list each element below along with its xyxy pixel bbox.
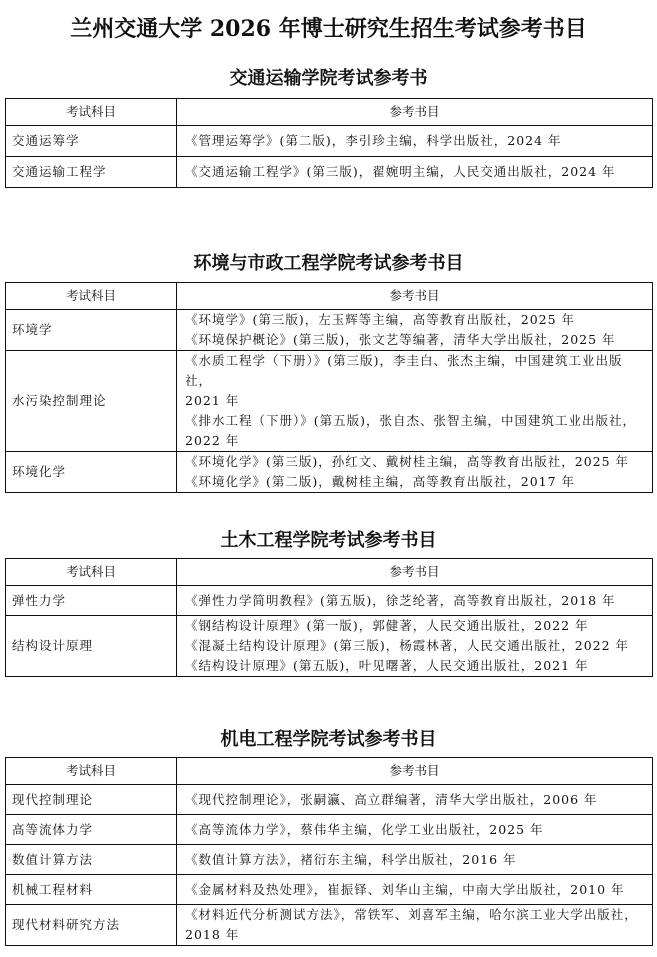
book-line: 2021 年 bbox=[185, 393, 240, 408]
books-cell bbox=[177, 785, 653, 815]
book-line: 《材料近代分析测试方法》，常铁军、刘喜军主编，哈尔滨工业大学出版社， bbox=[185, 907, 638, 922]
book-line: 《排水工程（下册）》(第五版)，张自杰、张智主编，中国建筑工业出版社， bbox=[185, 413, 637, 428]
column-header-books: 参考书目 bbox=[177, 758, 653, 785]
book-line: 《环境保护概论》(第三版)，张文艺等编著，清华大学出版社，2025 年 bbox=[185, 332, 616, 347]
book-line: 《现代控制理论》，张嗣瀛、高立群编著，清华大学出版社，2006 年 bbox=[185, 791, 598, 807]
reference-table-transportation bbox=[5, 98, 653, 188]
table-header-row bbox=[6, 99, 653, 126]
book-line: 《交通运输工程学》(第三版)，翟婉明主编，人民交通出版社，2024 年 bbox=[185, 164, 616, 179]
section-title-civil-engineering: 土木工程学院考试参考书目 bbox=[220, 530, 437, 551]
table-row bbox=[6, 845, 653, 875]
section-title-mechatronics: 机电工程学院考试参考书目 bbox=[220, 729, 437, 750]
books-cell bbox=[177, 905, 653, 946]
table-row bbox=[6, 875, 653, 905]
subject-cell: 数值计算方法 bbox=[6, 845, 177, 875]
page-title: 兰州交通大学 2026 年博士研究生招生考试参考书目 bbox=[70, 16, 587, 42]
section-title-transportation: 交通运输学院考试参考书 bbox=[229, 68, 428, 89]
table-row bbox=[6, 452, 653, 493]
reference-table-environment bbox=[5, 282, 653, 493]
subject-cell: 现代材料研究方法 bbox=[6, 905, 177, 946]
table-header-row bbox=[6, 758, 653, 785]
column-header-subject: 考试科目 bbox=[6, 99, 177, 126]
subject-cell: 机械工程材料 bbox=[6, 875, 177, 905]
book-line: 《水质工程学（下册）》(第三版)，李圭白、张杰主编，中国建筑工业出版社， bbox=[185, 353, 623, 388]
book-line: 《结构设计原理》(第五版)，叶见曙著，人民交通出版社，2021 年 bbox=[185, 658, 589, 673]
subject-cell: 弹性力学 bbox=[6, 586, 177, 616]
table-header-row bbox=[6, 283, 653, 310]
table-row bbox=[6, 157, 653, 188]
reference-table-civil-engineering bbox=[5, 558, 653, 677]
books-cell bbox=[177, 845, 653, 875]
subject-cell: 环境学 bbox=[6, 310, 177, 351]
books-cell bbox=[177, 126, 653, 157]
books-cell bbox=[177, 616, 653, 677]
books-cell bbox=[177, 310, 653, 351]
table-row bbox=[6, 586, 653, 616]
reference-table-mechatronics bbox=[5, 757, 653, 946]
section-title-environment: 环境与市政工程学院考试参考书目 bbox=[193, 253, 464, 274]
books-cell bbox=[177, 157, 653, 188]
table-row bbox=[6, 126, 653, 157]
book-line: 《环境化学》(第三版)，孙红文、戴树桂主编，高等教育出版社，2025 年 bbox=[185, 454, 630, 469]
book-line: 2022 年 bbox=[185, 433, 240, 448]
book-line: 《数值计算方法》，褚衍东主编，科学出版社，2016 年 bbox=[185, 851, 517, 867]
subject-cell: 高等流体力学 bbox=[6, 815, 177, 845]
column-header-books: 参考书目 bbox=[177, 99, 653, 126]
books-cell bbox=[177, 586, 653, 616]
table-row bbox=[6, 905, 653, 946]
column-header-subject: 考试科目 bbox=[6, 283, 177, 310]
column-header-books: 参考书目 bbox=[177, 283, 653, 310]
book-line: 《弹性力学简明教程》(第五版)，徐芝纶著，高等教育出版社，2018 年 bbox=[185, 592, 616, 608]
book-line: 《混凝土结构设计原理》(第三版)，杨霞林著，人民交通出版社，2022 年 bbox=[185, 638, 630, 653]
column-header-subject: 考试科目 bbox=[6, 758, 177, 785]
books-cell bbox=[177, 815, 653, 845]
subject-cell: 结构设计原理 bbox=[6, 616, 177, 677]
subject-cell: 交通运输工程学 bbox=[6, 157, 177, 188]
subject-cell: 交通运筹学 bbox=[6, 126, 177, 157]
book-line: 2018 年 bbox=[185, 927, 240, 942]
book-line: 《金属材料及热处理》，崔振铎、刘华山主编，中南大学出版社，2010 年 bbox=[185, 881, 625, 897]
column-header-books: 参考书目 bbox=[177, 559, 653, 586]
book-line: 《钢结构设计原理》(第一版)，郭健著，人民交通出版社，2022 年 bbox=[185, 618, 589, 633]
book-line: 《高等流体力学》，蔡伟华主编，化学工业出版社，2025 年 bbox=[185, 821, 544, 837]
subject-cell: 水污染控制理论 bbox=[6, 351, 177, 452]
book-line: 《环境学》(第三版)，左玉辉等主编，高等教育出版社，2025 年 bbox=[185, 312, 576, 327]
table-row bbox=[6, 785, 653, 815]
subject-cell: 现代控制理论 bbox=[6, 785, 177, 815]
table-row bbox=[6, 815, 653, 845]
books-cell bbox=[177, 452, 653, 493]
book-line: 《环境化学》(第二版)，戴树桂主编，高等教育出版社，2017 年 bbox=[185, 474, 576, 489]
table-row bbox=[6, 616, 653, 677]
column-header-subject: 考试科目 bbox=[6, 559, 177, 586]
table-header-row bbox=[6, 559, 653, 586]
table-row bbox=[6, 351, 653, 452]
books-cell bbox=[177, 351, 653, 452]
books-cell bbox=[177, 875, 653, 905]
book-line: 《管理运筹学》(第二版)，李引珍主编，科学出版社，2024 年 bbox=[185, 133, 562, 148]
subject-cell: 环境化学 bbox=[6, 452, 177, 493]
table-row bbox=[6, 310, 653, 351]
